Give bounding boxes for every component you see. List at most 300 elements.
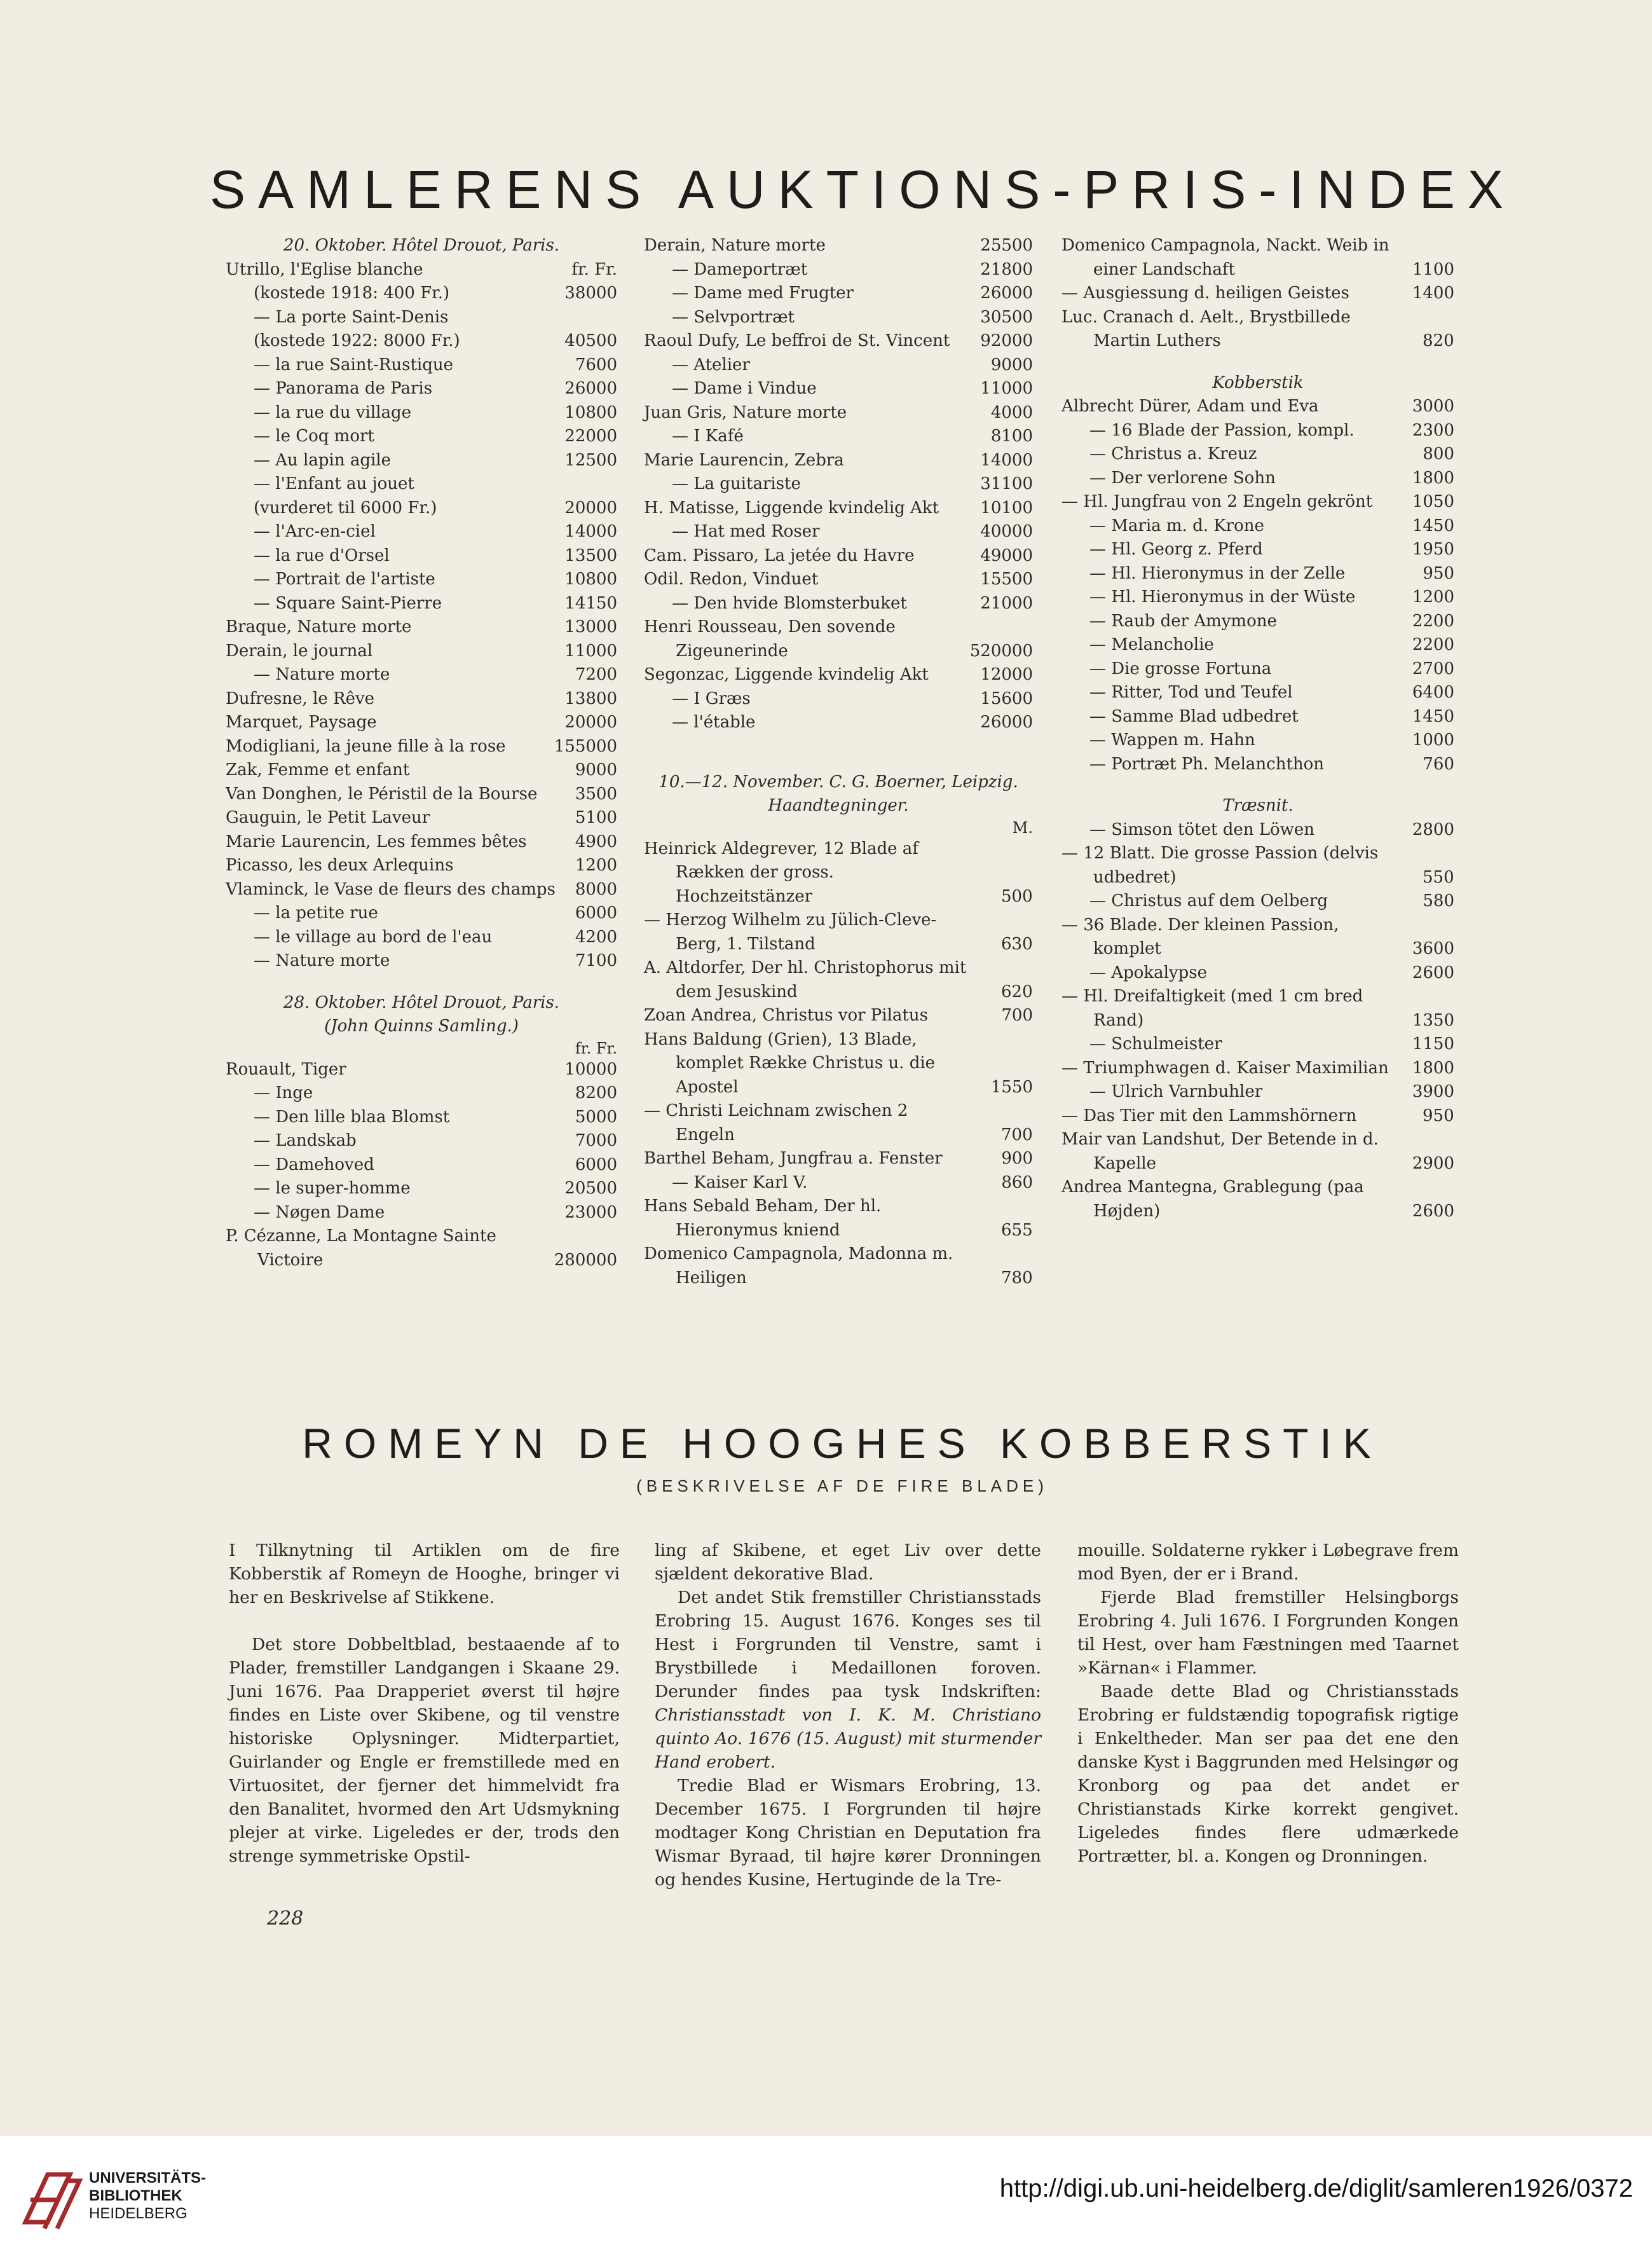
price-entry: [644, 687, 1033, 711]
price-entry: [644, 568, 1033, 592]
price-value: 26000: [980, 284, 1033, 303]
price-value: 3500: [575, 784, 617, 804]
price-value: 7200: [575, 665, 617, 684]
artwork-title: — Christi Leichnam zwischen 2 Engeln: [644, 1101, 908, 1144]
price-entry: [644, 663, 1033, 687]
price-entry: [226, 878, 617, 902]
price-value: 3600: [1412, 939, 1454, 958]
artwork-title: — Hl. Hieronymus in der Zelle: [1089, 563, 1346, 583]
artwork-title: — I Græs: [672, 689, 751, 708]
artwork-title: Henri Rousseau, Den sovende Zigeunerinde: [644, 617, 896, 661]
artwork-title: — Simson tötet den Löwen: [1089, 820, 1315, 839]
artwork-title: Albrecht Dürer, Adam und Eva: [1062, 397, 1319, 416]
price-entry: [1062, 985, 1454, 1033]
article-column-3: [1077, 1539, 1459, 1868]
article-paragraph: mouille. Soldaterne rykker i Løbegrave frem mod Byen, der er i Brand.: [1077, 1541, 1459, 1584]
price-value: 1350: [1412, 1010, 1454, 1030]
price-entry: [226, 663, 617, 687]
price-entry: [226, 354, 617, 378]
artwork-title: — Christus a. Kreuz: [1089, 444, 1257, 464]
artwork-title: — Christus auf dem Oelberg: [1089, 891, 1328, 910]
price-entry: [226, 1058, 617, 1082]
artwork-title: Juan Gris, Nature morte: [644, 402, 847, 422]
artwork-title: Picasso, les deux Arlequins: [226, 856, 454, 875]
artwork-title: Derain, Nature morte: [644, 236, 826, 255]
section-heading: (John Quinns Samling.): [324, 1017, 519, 1036]
price-value: 15600: [980, 689, 1033, 708]
artwork-title: — Hl. Georg z. Pferd: [1089, 540, 1263, 559]
price-column-3: [1062, 234, 1454, 1223]
artwork-title: — Raub der Amymone: [1089, 611, 1277, 631]
artwork-title: — Inge: [254, 1083, 313, 1102]
price-entry: [226, 1129, 617, 1153]
price-value: 26000: [980, 713, 1033, 732]
price-entry: [226, 759, 617, 783]
price-entry: [226, 258, 617, 282]
price-value: 13500: [564, 546, 617, 565]
section-heading: 28. Oktober. Hôtel Drouot, Paris.: [283, 992, 560, 1012]
price-value: 520000: [969, 641, 1033, 661]
price-value: 20500: [564, 1179, 617, 1198]
artwork-title: Heinrick Aldegrever, 12 Blade af Rækken der gross. Hochzeitstänzer: [644, 839, 918, 906]
price-value: 20000: [564, 713, 617, 732]
price-entry: — Das Tier mit den Lammshörnern 950: [1062, 1104, 1454, 1129]
price-value: 2200: [1412, 611, 1454, 631]
price-entry: [226, 377, 617, 401]
artwork-title: Hans Sebald Beham, Der hl. Hieronymus kniend: [644, 1197, 882, 1240]
price-value: 14150: [564, 593, 617, 613]
artwork-title: — Wappen m. Hahn: [1089, 731, 1255, 750]
price-value: 1100: [1412, 259, 1454, 279]
artwork-title: — Landskab: [254, 1131, 357, 1150]
price-value: 21000: [980, 593, 1033, 613]
price-value: 30500: [980, 307, 1033, 327]
artwork-title: — Schulmeister: [1089, 1034, 1222, 1054]
artwork-title: — Hat med Roser: [672, 522, 820, 541]
price-entry: [644, 544, 1033, 568]
price-value: 1200: [575, 856, 617, 875]
artwork-title: Modigliani, la jeune fille à la rose: [226, 736, 506, 756]
price-value: 21800: [980, 259, 1033, 279]
price-entry: [226, 544, 617, 568]
price-entry: [226, 425, 617, 449]
article-column-2: [655, 1539, 1041, 1892]
price-entry: [1062, 961, 1454, 985]
price-entry: [644, 615, 1033, 663]
artwork-title: — Samme Blad udbedret: [1089, 706, 1299, 726]
price-value: 1400: [1412, 284, 1454, 303]
artwork-title: (vurderet til 6000 Fr.): [254, 498, 437, 518]
spacer: [226, 973, 617, 991]
artwork-title: — Panorama de Paris: [254, 379, 433, 398]
price-value: 8100: [990, 427, 1033, 446]
price-value: 6400: [1412, 683, 1454, 702]
spacer: [644, 753, 1033, 771]
artwork-title: — le village au bord de l'eau: [254, 927, 493, 947]
price-value: 580: [1423, 891, 1454, 910]
artwork-title: — Ulrich Varnbuhler: [1089, 1082, 1263, 1101]
artwork-title: — Das Tier mit den Lammshörnern: [1062, 1106, 1357, 1125]
price-entry: [644, 306, 1033, 330]
price-value: 2900: [1412, 1153, 1454, 1173]
price-entry: [1062, 818, 1454, 842]
price-value: 2700: [1412, 659, 1454, 678]
artwork-title: Segonzac, Liggende kvindelig Akt: [644, 665, 929, 684]
price-value: 4900: [575, 832, 617, 851]
price-entry: [644, 1147, 1033, 1171]
artwork-title: — la petite rue: [254, 903, 378, 923]
artwork-title: — Atelier: [672, 355, 750, 374]
artwork-title: Cam. Pissaro, La jetée du Havre: [644, 546, 915, 565]
artwork-title: Gauguin, le Petit Laveur: [226, 808, 430, 827]
price-value: 155000: [554, 736, 617, 756]
price-entry: [1062, 610, 1454, 634]
price-entry: [226, 472, 617, 497]
price-entry: [226, 926, 617, 950]
price-entry: [1062, 914, 1454, 961]
artwork-title: — Nøgen Dame: [254, 1202, 385, 1222]
artwork-title: Zak, Femme et enfant: [226, 760, 410, 779]
price-entry: [226, 854, 617, 878]
artwork-title: — Square Saint-Pierre: [254, 593, 442, 613]
price-value: 14000: [980, 450, 1033, 470]
artwork-title: Dufresne, le Rêve: [226, 689, 375, 708]
section-heading: Haandtegninger.: [768, 796, 909, 815]
price-value: 15500: [980, 570, 1033, 589]
currency-unit: fr. Fr.: [575, 1039, 617, 1057]
artwork-title: — I Kafé: [672, 427, 744, 446]
artwork-title: — 16 Blade der Passion, kompl.: [1089, 420, 1355, 440]
artwork-title: — Portrait de l'artiste: [254, 570, 435, 589]
price-entry: [644, 329, 1033, 354]
price-value: 5000: [575, 1107, 617, 1127]
price-entry: [644, 497, 1033, 521]
price-entry: [226, 1177, 617, 1201]
price-value: 6000: [575, 1155, 617, 1174]
article-paragraph: Fjerde Blad fremstiller Helsingborgs Erobring 4. Juli 1676. I Forgrunden Kongen til Hest, over ham Fæstningen med Taarnet »Kärnan« i Flammer.: [1077, 1588, 1459, 1678]
price-value: 9000: [990, 355, 1033, 374]
artwork-title: — Triumphwagen d. Kaiser Maximilian: [1062, 1058, 1389, 1078]
price-value: 7100: [575, 951, 617, 970]
section-heading: Træsnit.: [1222, 796, 1294, 815]
artwork-title: — Au lapin agile: [254, 450, 391, 470]
spacer: [1062, 354, 1454, 371]
price-entry: [644, 1171, 1033, 1195]
price-entry: Domenico Campagnola, Madonna m. Heiligen 780: [644, 1242, 1033, 1290]
price-entry: [644, 354, 1033, 378]
price-value: 49000: [980, 546, 1033, 565]
price-entry: [226, 306, 617, 330]
artwork-title: — La porte Saint-Denis: [254, 307, 449, 327]
price-entry: [644, 234, 1033, 258]
price-entry: Luc. Cranach d. Aelt., Brystbillede Martin Luthers 820: [1062, 306, 1454, 354]
price-value: 1550: [990, 1077, 1033, 1097]
price-entry: [1062, 1128, 1454, 1176]
price-value: 11000: [564, 641, 617, 661]
artwork-title: Van Donghen, le Péristil de la Bourse: [226, 784, 538, 804]
price-entry: [1062, 490, 1454, 514]
price-entry: [226, 640, 617, 664]
price-value: 9000: [575, 760, 617, 779]
price-value: 8000: [575, 879, 617, 899]
price-value: 38000: [564, 284, 617, 303]
artwork-title: — Den lille blaa Blomst: [254, 1107, 450, 1127]
artwork-title: H. Matisse, Liggende kvindelig Akt: [644, 498, 939, 518]
price-value: 3000: [1412, 397, 1454, 416]
price-entry: [1062, 514, 1454, 539]
artwork-title: — Ausgiessung d. heiligen Geistes: [1062, 284, 1349, 303]
artwork-title: Raoul Dufy, Le beffroi de St. Vincent: [644, 331, 950, 350]
price-entry: [1062, 681, 1454, 705]
price-entry: [1062, 1080, 1454, 1104]
price-value: 10800: [564, 570, 617, 589]
artwork-title: (kostede 1922: 8000 Fr.): [254, 331, 460, 350]
price-entry: [1062, 562, 1454, 586]
price-entry: [226, 687, 617, 711]
price-value: 950: [1423, 563, 1454, 583]
price-entry: [644, 258, 1033, 282]
price-value: 2600: [1412, 1201, 1454, 1221]
artwork-title: — l'Enfant au jouet: [254, 474, 414, 493]
price-value: 13800: [564, 689, 617, 708]
price-entry: [226, 568, 617, 592]
price-entry: [226, 1106, 617, 1130]
spacer: [644, 735, 1033, 753]
artwork-title: Marquet, Paysage: [226, 713, 377, 732]
price-value: 2300: [1412, 420, 1454, 440]
page-number: 228: [267, 1907, 304, 1930]
artwork-title: — Apokalypse: [1089, 963, 1207, 982]
price-value: 25500: [980, 236, 1033, 255]
price-value: 1000: [1412, 731, 1454, 750]
price-value: 5100: [575, 808, 617, 827]
artwork-title: — 36 Blade. Der kleinen Passion, komplet: [1062, 915, 1339, 958]
price-value: 1450: [1412, 516, 1454, 535]
artwork-title: — La guitariste: [672, 474, 801, 493]
price-value: 40000: [980, 522, 1033, 541]
price-entry: [226, 1153, 617, 1178]
price-value: 7600: [575, 355, 617, 374]
price-value: 280000: [554, 1250, 617, 1270]
price-entry: [1062, 419, 1454, 443]
spacer: [1062, 776, 1454, 794]
price-entry: [1062, 1033, 1454, 1057]
artwork-title: P. Cézanne, La Montagne Sainte Victoire: [226, 1226, 496, 1270]
artwork-title: Mair van Landshut, Der Betende in d. Kapelle: [1062, 1130, 1379, 1173]
price-entry: [226, 1225, 617, 1272]
article-paragraph: I Tilknytning til Artiklen om de fire Kobberstik af Romeyn de Hooghe, bringer vi her en Beskrivelse af Stikkene.: [229, 1541, 620, 1607]
price-entry: [644, 1004, 1033, 1028]
artwork-title: — Hl. Dreifaltigkeit (med 1 cm bred Rand): [1062, 987, 1363, 1030]
price-entry: — 12 Blatt. Die grosse Passion (delvis udbedret) 550: [1062, 842, 1454, 889]
price-entry: [1062, 1057, 1454, 1081]
artwork-title: — Den hvide Blomsterbuket: [672, 593, 907, 613]
artwork-title: — Nature morte: [254, 665, 390, 684]
artwork-title: — Der verlorene Sohn: [1089, 468, 1276, 488]
price-entry: [226, 615, 617, 640]
artwork-title: — la rue Saint-Rustique: [254, 355, 453, 374]
artwork-title: — la rue d'Orsel: [254, 546, 390, 565]
artwork-title: Zoan Andrea, Christus vor Pilatus: [644, 1006, 928, 1025]
price-column-1: [226, 234, 617, 1272]
price-value: 700: [1001, 1006, 1033, 1025]
artwork-title: — Hl. Jungfrau von 2 Engeln gekrönt: [1062, 492, 1373, 511]
price-value: 11000: [980, 379, 1033, 398]
artwork-title: — Ritter, Tod und Teufel: [1089, 683, 1293, 702]
artwork-title: Derain, le journal: [226, 641, 373, 661]
price-value: 1200: [1412, 587, 1454, 607]
article-paragraph: Tredie Blad er Wismars Erobring, 13. December 1675. I Forgrunden til højre modtager Kong Christian en Deputation fra Wismar Byraad, til højre kører Dronningen og hendes Kusine, Hertuginde de la Tre-: [655, 1776, 1041, 1890]
artwork-title: — Selvportræt: [672, 307, 795, 327]
section-heading: Kobberstik: [1212, 373, 1304, 392]
price-entry: [1062, 586, 1454, 610]
price-entry: Heinrick Aldegrever, 12 Blade af Rækken der gross. Hochzeitstänzer 500: [644, 837, 1033, 909]
inscription-text: Christiansstadt von I. K. M. Christiano quinto Ao. 1676 (15. August) mit sturmender Hand erobert.: [655, 1705, 1041, 1772]
price-value: 12000: [980, 665, 1033, 684]
price-value: 4000: [990, 402, 1033, 422]
price-entry: [644, 425, 1033, 449]
artwork-title: — Portræt Ph. Melanchthon: [1089, 754, 1325, 774]
price-value: 800: [1423, 444, 1454, 464]
artwork-title: Odil. Redon, Vinduet: [644, 570, 819, 589]
price-value: 10800: [564, 402, 617, 422]
artwork-title: — Melancholie: [1089, 635, 1214, 654]
price-column-2: [644, 234, 1033, 1290]
artwork-title: — Dameportræt: [672, 259, 808, 279]
price-value: 6000: [575, 903, 617, 923]
price-entry: Hans Sebald Beham, Der hl. Hieronymus kniend 655: [644, 1195, 1033, 1242]
price-entry: [644, 377, 1033, 401]
artwork-title: — Maria m. d. Krone: [1089, 516, 1264, 535]
price-entry: [226, 902, 617, 926]
price-entry: [1062, 753, 1454, 777]
artwork-title: — Dame i Vindue: [672, 379, 817, 398]
price-entry: [226, 711, 617, 735]
artwork-title: Vlaminck, le Vase de fleurs des champs: [226, 879, 556, 899]
price-entry: [226, 949, 617, 973]
artwork-title: — Dame med Frugter: [672, 284, 854, 303]
price-entry: [1062, 889, 1454, 914]
price-value: 2200: [1412, 635, 1454, 654]
price-entry: [226, 783, 617, 807]
price-entry: [226, 497, 617, 521]
price-entry: [226, 282, 617, 306]
artwork-title: — Damehoved: [254, 1155, 374, 1174]
price-value: 14000: [564, 522, 617, 541]
artwork-title: Utrillo, l'Eglise blanche: [226, 259, 423, 279]
page-title: SAMLERENS AUKTIONS-PRIS-INDEX: [210, 160, 1516, 219]
artwork-title: — Kaiser Karl V.: [672, 1172, 808, 1192]
price-entry: [226, 1082, 617, 1106]
artwork-title: — Herzog Wilhelm zu Jülich-Cleve-Berg, 1. Tilstand: [644, 910, 937, 954]
artwork-title: Domenico Campagnola, Nackt. Weib in einer Landschaft: [1062, 236, 1389, 279]
article-paragraph: Baade dette Blad og Christiansstads Erobring er fuldstændig topografisk rigtige i Enkeltheder. Man ser paa det ene den danske Kyst i Baggrunden med Helsingør og Kronborg og paa det andet er Christianstads Kirke korrekt gengivet. Ligeledes findes flere udmærkede Portrætter, bl. a. Kongen og Dronningen.: [1077, 1682, 1459, 1866]
price-entry: [1062, 538, 1454, 562]
price-entry: [1062, 282, 1454, 306]
price-entry: [1062, 395, 1454, 419]
price-entry: [644, 1028, 1033, 1100]
artwork-title: — l'étable: [672, 713, 756, 732]
article-column-1: [229, 1539, 620, 1868]
price-entry: [226, 401, 617, 425]
article-subtitle: (BESKRIVELSE AF DE FIRE BLADE): [636, 1476, 1048, 1495]
price-value: 760: [1423, 754, 1454, 774]
price-value: 26000: [564, 379, 617, 398]
source-url-link[interactable]: http://digi.ub.uni-heidelberg.de/diglit/samleren1926/0372: [999, 2174, 1633, 2202]
price-value: 13000: [564, 617, 617, 636]
library-name: UNIVERSITÄTS- BIBLIOTHEK HEIDELBERG: [89, 2169, 207, 2222]
price-entry: [644, 282, 1033, 306]
price-value: 92000: [980, 331, 1033, 350]
price-value: 1150: [1412, 1034, 1454, 1054]
price-value: 40500: [564, 331, 617, 350]
artwork-title: Domenico Campagnola, Madonna m. Heiligen: [644, 1244, 953, 1288]
price-value: fr. Fr.: [571, 259, 617, 279]
price-entry: [226, 520, 617, 544]
price-entry: [226, 592, 617, 616]
price-value: 10100: [980, 498, 1033, 518]
price-entry: [1062, 467, 1454, 491]
section-heading: 20. Oktober. Hôtel Drouot, Paris.: [283, 236, 560, 255]
price-entry: [226, 329, 617, 354]
artwork-title: Rouault, Tiger: [226, 1059, 346, 1079]
price-value: 31100: [980, 474, 1033, 493]
price-entry: [644, 401, 1033, 425]
article-title: ROMEYN DE HOOGHES KOBBERSTIK: [302, 1420, 1382, 1467]
artwork-title: Luc. Cranach d. Aelt., Brystbillede Martin Luthers: [1062, 307, 1351, 350]
price-value: 12500: [564, 450, 617, 470]
artwork-title: — le Coq mort: [254, 427, 374, 446]
price-value: 900: [1001, 1149, 1033, 1168]
artwork-title: Marie Laurencin, Les femmes bêtes: [226, 832, 527, 851]
artwork-title: — le super-homme: [254, 1179, 411, 1198]
price-value: 20000: [564, 498, 617, 518]
artwork-title: Braque, Nature morte: [226, 617, 412, 636]
artwork-title: (kostede 1918: 400 Fr.): [254, 284, 450, 303]
price-entry: — Herzog Wilhelm zu Jülich-Cleve-Berg, 1. Tilstand 630: [644, 909, 1033, 956]
article-paragraph: Det store Dobbeltblad, bestaaende af to Plader, fremstiller Landgangen i Skaane 29. Juni 1676. Paa Drapperiet øverst til højre findes en Liste over Skibene, og til venstre historiske Oplysninger. Midterpartiet, Guirlander og Engle er fremstillede med en Virtuositet, der fjerner det himmelvidt fra den Banalitet, hvormed den Art Udsmykning plejer at virke. Ligeledes er der, trods den strenge symmetriske Opstil-: [229, 1635, 620, 1866]
artwork-title: — 12 Blatt. Die grosse Passion (delvis udbedret): [1062, 844, 1379, 887]
artwork-title: A. Altdorfer, Der hl. Christophorus mit dem Jesuskind: [644, 958, 967, 1001]
price-entry: A. Altdorfer, Der hl. Christophorus mit dem Jesuskind 620: [644, 956, 1033, 1004]
price-value: 3900: [1412, 1082, 1454, 1101]
artwork-title: — Hl. Hieronymus in der Wüste: [1089, 587, 1356, 607]
price-entry: [226, 806, 617, 830]
price-value: 1800: [1412, 468, 1454, 488]
price-entry: [1062, 729, 1454, 753]
price-entry: [226, 449, 617, 473]
price-value: 1050: [1412, 492, 1454, 511]
price-entry: [1062, 234, 1454, 282]
price-entry: — Christi Leichnam zwischen 2 Engeln 700: [644, 1099, 1033, 1147]
artwork-title: — Nature morte: [254, 951, 390, 970]
price-value: 22000: [564, 427, 617, 446]
article-paragraph: Det andet Stik fremstiller Christiansstads Erobring 15. August 1676. Konges ses til Hest i Forgrunden til Venstre, samt i Brystbillede i Medaillonen foroven. Derunder findes paa tysk Indskriften: Christiansstadt von I. K. M. Christiano quinto Ao. 1676 (15. August) mit sturmender Hand erobert.: [655, 1588, 1041, 1772]
artwork-title: Barthel Beham, Jungfrau a. Fenster: [644, 1149, 943, 1168]
price-value: 7000: [575, 1131, 617, 1150]
section-heading: 10.—12. November. C. G. Boerner, Leipzig.: [659, 772, 1018, 792]
price-entry: [1062, 705, 1454, 729]
price-entry: [644, 711, 1033, 735]
currency-unit: M.: [1012, 818, 1033, 837]
price-value: 4200: [575, 927, 617, 947]
price-entry: [1062, 657, 1454, 682]
price-value: 2600: [1412, 963, 1454, 982]
article-paragraph: ling af Skibene, et eget Liv over dette sjældent dekorative Blad.: [655, 1541, 1041, 1584]
price-entry: [644, 592, 1033, 616]
price-entry: [1062, 633, 1454, 657]
price-entry: [226, 830, 617, 855]
